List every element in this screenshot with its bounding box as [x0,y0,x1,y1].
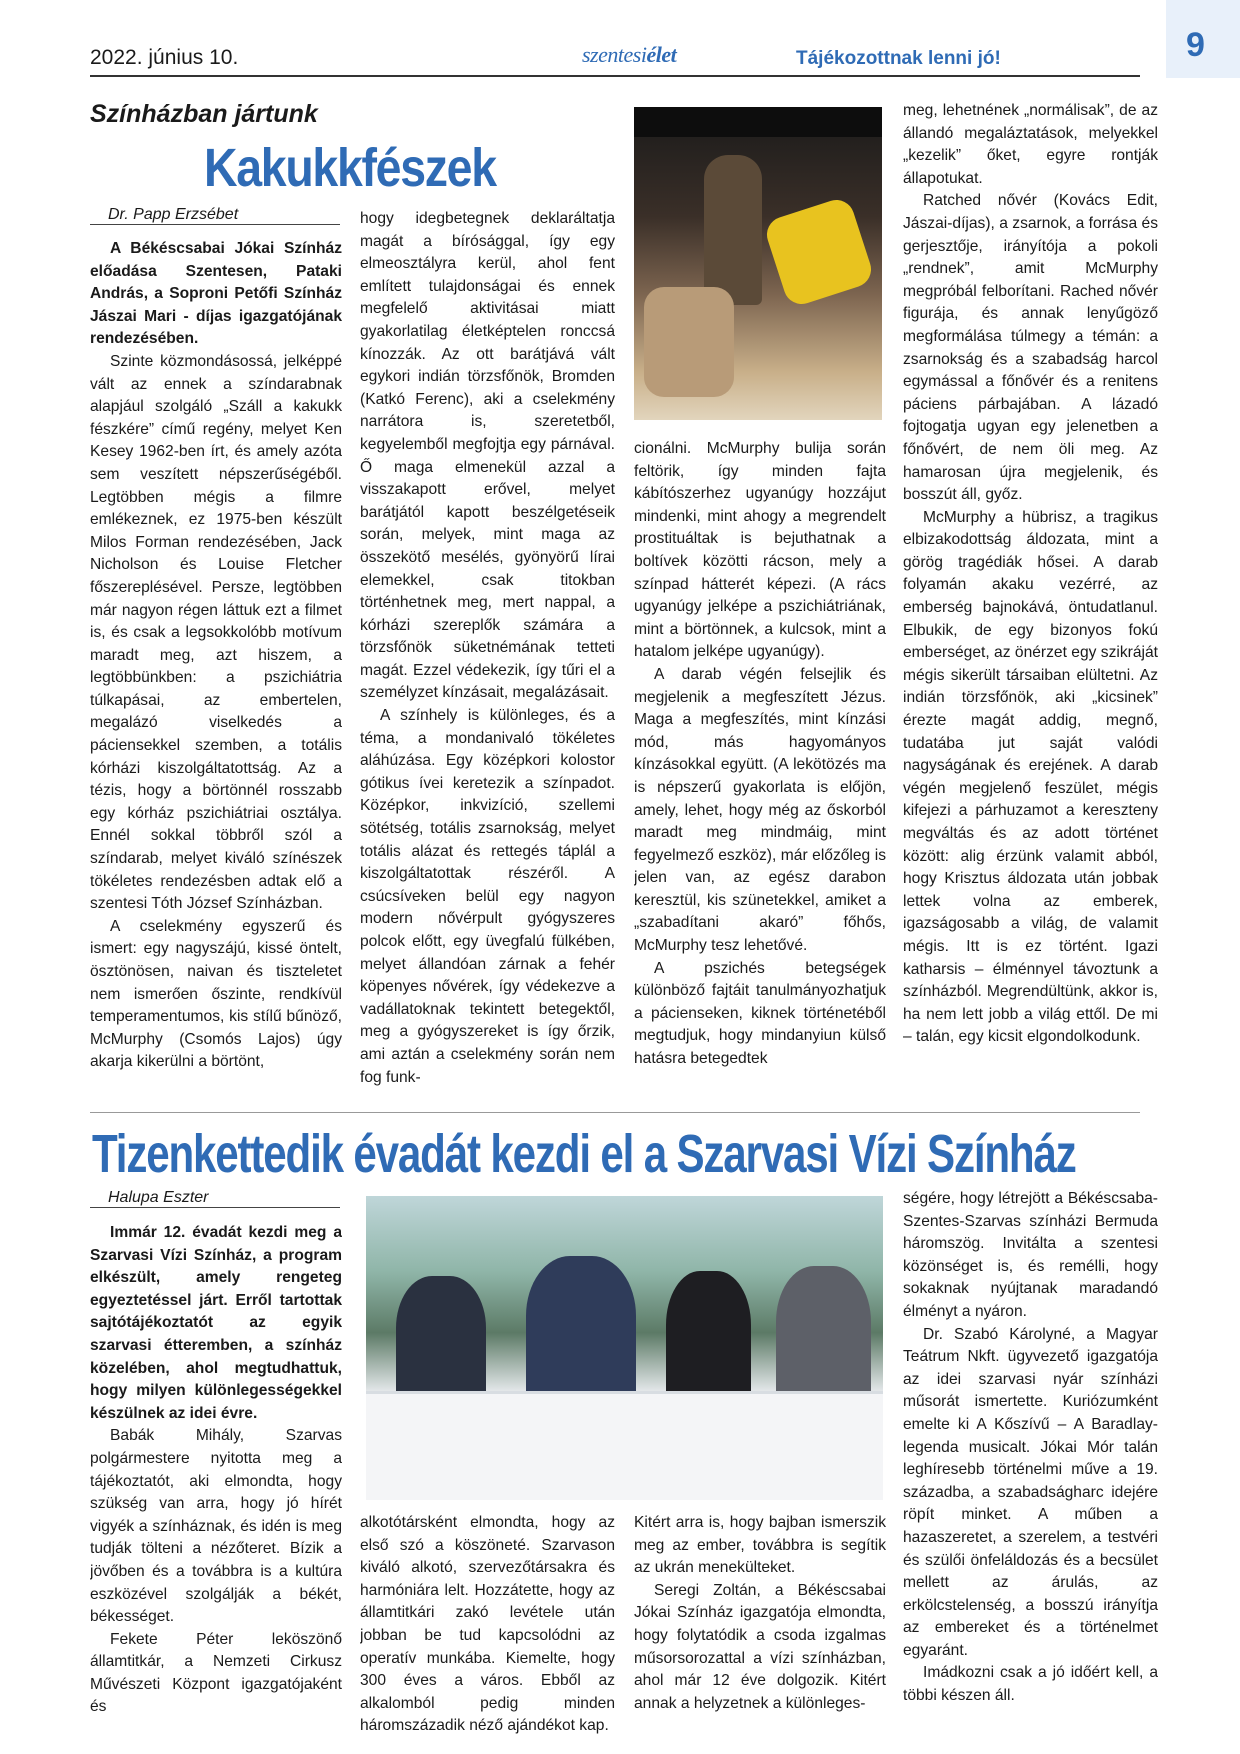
article-kicker: Színházban jártunk [90,100,318,128]
article-paragraph: meg, lehetnének „normálisak”, de az állandó megaláztatások, melyekkel „kezelik” őket, egyre rontják állapotukat. [903,102,1158,187]
article2-column-3 [634,1512,886,1747]
page-number: 9 [1186,26,1205,64]
article-column-1 [90,238,342,1098]
article-paragraph: Kitért arra is, hogy bajban ismerszik meg az ember, továbbra is segítik az ukrán menekülteket. [634,1514,886,1577]
article2-column-4 [903,1188,1158,1748]
article-paragraph: ségére, hogy létrejött a Békéscsaba-Szentes-Szarvas színházi Bermuda háromszög. Invitálta a szentesi közönséget is, és remélli, hogy sokaknak nyújtanak maradandó élményt a nyáron. [903,1190,1158,1320]
article-paragraph: Fekete Péter leköszönő államtitkár, a Nemzeti Cirkusz Művészeti Központ igazgatójaként és [90,1630,342,1716]
article2-column-2 [360,1512,615,1747]
issue-date: 2022. június 10. [90,46,239,69]
header-slogan: Tájékozottnak lenni jó! [796,48,1001,69]
article-paragraph: Imádkozni csak a jó időért kell, a többi készen áll. [903,1664,1158,1705]
article-paragraph: cionálni. McMurphy bulija során feltörik, így minden fajta kábítószerhez ugyanúgy hozzájut mindenki, mint ahogy a megrendelt prostituáltak is bejuthatnak a boltívek közötti rácson, mely a színpad hátterét képezi. (A rács ugyanúgy jelképe a pszichiátriának, mint a börtönnek, a kulcsok, mint a hatalom jelképe ugyanúgy). [634,440,886,661]
article-paragraph: Dr. Szabó Károlyné, a Magyar Teátrum Nkft. ügyvezető igazgatója az idei szarvasi nyár színházi műsorát ismertette. Kuriózumként emelte ki A Kőszívű – A Baradlay-legenda musicalt. Jókai Mór talán leghíresebb történelmi műve a 19. századba, a szabadságharc idejére röpít minket. A műben a hazaszeretet, a szerelem, a testvéri és szülői önfeláldozás és a becsület mellett az árulás, az erkölcstelenség, a bosszú irányítja az embereket és a történelmet egyaránt. [903,1325,1158,1659]
article2-column-1 [90,1222,342,1747]
article-title-2: Tizenkettedik évadát kezdi el a Szarvasi Vízi Színház [92,1124,1076,1184]
article-author-2: Halupa Eszter [90,1189,340,1208]
article-column-3 [634,438,886,1098]
header-rule [90,75,1140,77]
logo-part-2: élet [646,42,677,67]
article-paragraph: Ratched nővér (Kovács Edit, Jászai-díjas), a zsarnok, a forrása és gerjesztője, irányítója a pokoli „rendnek”, amit McMurphy megpróbál felborítani. Rached nővér figurája, és annak lenyűgöző megformálása túlmegy a témán: a zsarnokság és a szabadság harcol egymással a főnővér és a renitens páciens párbajában. A lázadó fojtogatja ugyan egy jelenetben a főnővért, de nem öli meg. Az hamarosan újra megjelenik, és bosszút áll, győz. [903,192,1158,504]
article-paragraph: A pszichés betegségek különböző fajtáit tanulmányozhatjuk a pácienseken, kiknek történetéből megtudjuk, hogy mindanyiun külső hatásra betegedtek [634,959,886,1068]
article-paragraph: A darab végén felsejlik és megjelenik a megfeszített Jézus. Maga a megfeszítés, mint kínzási mód, más hagyományos kínzásokkal együtt. (A lekötözés ma is népszerű gyakorlata is előjön, amely, lehet, hogy még az őskorból maradt meg mindmáig, mint fegyelmező eszköz), már előzőleg is jelen van, az egész darabon keresztül, kis szünetekkel, amiket a „szabadítani akaró” főhős, McMurphy tesz lehetővé. [634,665,886,955]
press-conference-photo [366,1196,883,1500]
article-divider [90,1112,1140,1113]
newspaper-logo [582,42,676,68]
article-title: Kakukkfészek [204,138,496,198]
article-paragraph: Seregi Zoltán, a Békéscsabai Jókai Színház igazgatója elmondta, hogy folytatódik a csoda izgalmas műsorsorozattal a vízi színházban, ahol már 12 éve dolgozik. Kitért annak a helyzetnek a különleges- [634,1581,886,1712]
article-paragraph: McMurphy a hübrisz, a tragikus elbizakodottság áldozata, mint a görög tragédiák hősei. A darab folyamán akaku vezérré, az emberség bajnokává, öntudatlanul. Elbukik, de egy bizonyos fokú emberséget, az önérzet egy szikráját mégis sikerült társaiban elültetni. Az indián törzsfőnök, aki „kicsinek” érezte magát addig, megnő, tudatába jut saját valódi nagyságának és erejének. A darab végén megjelenő feszület, mégis kifejezi a párhuzamot a kereszteny megváltás és az adott történet között: alig érzünk valamit abból, hogy Krisztus áldozata után jobbak lettek volna az emberek, igazságosabb a világ, de valamit mégis. Itt is ez történt. Igazi katharsis – élménnyel távoztunk a színházból. Megrendültünk, akkor is, ha nem lett jobb a világ ettől. De mi – talán, egy kicsit elgondolkodunk. [903,508,1158,1046]
article-column-2 [360,208,615,1098]
article-paragraph: Szinte közmondásossá, jelképpé vált az ennek a színdarabnak alapjául szolgáló „Száll a kakukk fészkére” című regény, melyet Ken Kesey 1962-ben írt, és amely azóta sem veszített népszerűségéből. Legtöbben mégis a filmre emlékeznek, ez 1975-ben készült Milos Forman rendezésében, Jack Nicholson és Louise Fletcher főszereplésével. Persze, legtöbben már nagyon régen láttuk ezt a filmet is, és csak a legsokkolóbb motívum maradt meg, azt hiszem, a legtöbbünkben: a pszichiátria túlkapásai, az embertelen, megalázó viselkedés a páciensekkel szemben, a totális kórházi kiszolgáltatottság. Az a tézis, hogy a börtönnél rosszabb egy kórház pszichiátriai osztálya. Ennél sokkal többről szól a színdarab, melyet kiváló színészek tökéletes rendezésben adtak elő a szentesi Tóth József Színházban. [90,352,342,913]
logo-part-1: szentesi [582,42,647,67]
article-lead: A Békéscsabai Jókai Színház előadása Szentesen, Pataki András, a Soproni Petőfi Színház Jászai Mari - díjas igazgatójának rendezésében. [90,240,342,348]
theatre-scene-photo [634,107,882,420]
article-paragraph: A színhely is különleges, és a téma, a mondanivaló tökéletes aláhúzása. Egy középkori kolostor gótikus ívei keretezik a színpadot. Középkor, inkvizíció, szellemi sötétség, totális zsarnokság, melyet totális alázat és rettegés táplál a kiszolgáltatottak részéről. A csúcsíveken belül egy nagyon modern nővérpult gyógyszeres polcok előtt, egy üvegfalú fülkében, melyet állandóan zárnak a fehér köpenyes nővérek, így védekezve a vadállatoknak tekintett betegektől, meg a gyógyszereket is így őrzik, ami aztán a cselekmény során nem fog funk- [360,707,615,1086]
article-author: Dr. Papp Erzsébet [90,206,340,225]
article-paragraph: A cselekmény egyszerű és ismert: egy nagyszájú, kissé öntelt, ösztönösen, naivan és tiszteletet nem ismerően őszinte, rendkívül temperamentumos, kis stílű bűnöző, McMurphy (Csomós Lajos) úgy akarja kikerülni a börtönt, [90,917,342,1071]
article-paragraph: hogy idegbetegnek deklaráltatja magát a bírósággal, így egy elmeosztályra kerül, ahol fent említett tulajdonságai és ennek megfelelő aktivitásai miatt gyakorlatilag életképtelen ronccsá kínozzák. Az ott barátjává vált egykori indián törzsfőnök, Bromden (Katkó Ferenc), aki a cselekmény narrátora is, szeretetből, kegyelemből megfojtja egy párnával. Ő maga elmenekül azzal a visszakapott erővel, melyet barátjától kapott beszélgetéseik során, melyek, mint maga az összekötő mesélés, gyönyörű lírai elemekkel, csak titokban történhetnek meg, mert nappal, a kórházi szereplők számára a törzsfőnök süketnémának tetteti magát. Ezzel védekezik, így tűri el a személyzet kínzásait, megalázásait. [360,210,615,702]
article-paragraph: Babák Mihály, Szarvas polgármestere nyitotta meg a tájékoztatót, aki elmondta, hogy szükség van arra, hogy jó hírét vigyék a színháznak, és idén is meg tudják tölteni a nézőteret. Bízik a jövőben és a továbbra is a kultúra eszközével szolgálják a békét, békességet. [90,1427,342,1626]
article-column-4 [903,100,1158,1098]
article-lead: Immár 12. évadát kezdi meg a Szarvasi Vízi Színház, a program elkészült, amely rengeteg egyeztetéssel járt. Erről tartottak sajtótájékoztatót az egyik szarvasi étteremben, a színház közelében, ahol megtudhattuk, hogy milyen különlegességekkel készülnek az idei évre. [90,1224,342,1422]
article-paragraph: alkotótársként elmondta, hogy az első szó a köszöneté. Szarvason kiváló alkotó, szervezőtársakra és harmóniára lelt. Hozzátette, hogy az államtitkári zakó levétele után jobban be tud kapcsolódni az operatív munkába. Kiemelte, hogy 300 éves a város. Ebből az alkalomból pedig minden háromszázadik néző ajándékot kap. [360,1514,615,1735]
